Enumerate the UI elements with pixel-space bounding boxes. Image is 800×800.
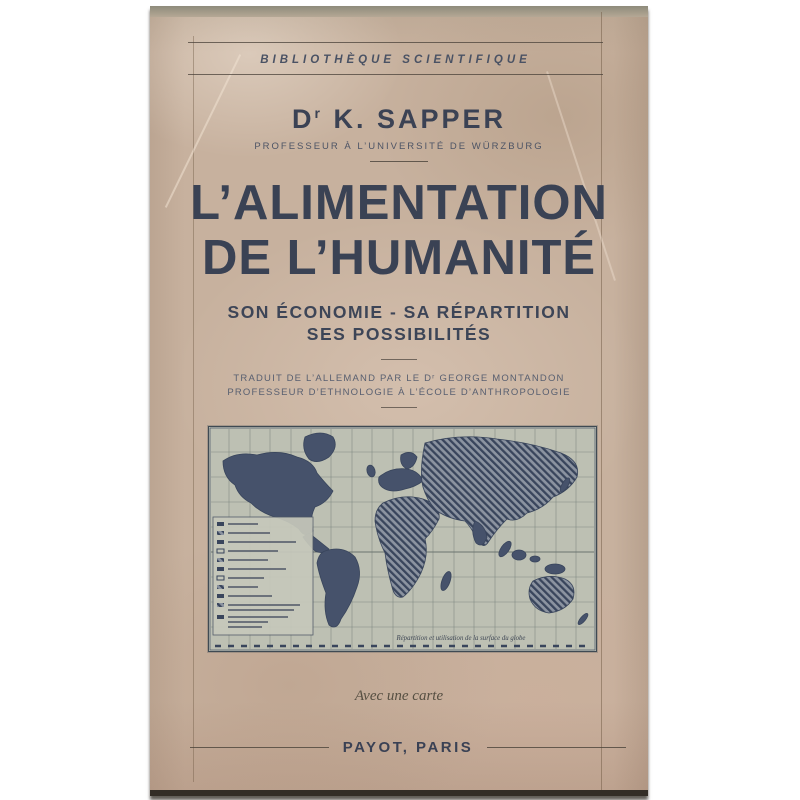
series-title: BIBLIOTHÈQUE SCIENTIFIQUE (260, 54, 531, 66)
world-map (208, 426, 597, 652)
author-prefix-sup: r (314, 105, 323, 121)
subtitle-line-1: SON ÉCONOMIE - SA RÉPARTITION (227, 302, 571, 322)
author-name (150, 104, 648, 135)
book-bottom-edge (150, 790, 648, 796)
author-prefix: D (291, 104, 315, 134)
title-line-2: DE L’HUMANITÉ (201, 231, 597, 285)
map-caption: Répartition et utilisation de la surface du globe (396, 635, 526, 642)
translation-line-1: TRADUIT DE L’ALLEMAND PAR LE Dʳ GEORGE MONTANDON (233, 373, 565, 384)
map-celebes (530, 556, 540, 562)
map-new-guinea (545, 564, 565, 574)
author-divider (370, 161, 428, 162)
book-jacket (150, 6, 648, 796)
book-top-edge (150, 6, 648, 17)
publisher-name: PAYOT, PARIS (342, 739, 474, 756)
author-affiliation: PROFESSEUR À L’UNIVERSITÉ DE WÜRZBURG (254, 141, 544, 152)
publisher-row (190, 739, 626, 756)
series-banner (188, 42, 603, 75)
translation-credit (150, 372, 648, 400)
translation-line-2: PROFESSEUR D’ETHNOLOGIE À L’ÉCOLE D’ANTHROPOLOGIE (227, 387, 571, 398)
map-legend (213, 517, 313, 635)
author-block (150, 104, 648, 162)
divider (381, 407, 417, 408)
world-map-figure (209, 427, 596, 651)
divider (381, 359, 417, 360)
subtitle-line-2: SES POSSIBILITÉS (306, 324, 492, 344)
map-borneo (512, 550, 526, 560)
author-surname: K. SAPPER (333, 104, 506, 134)
edition-note: Avec une carte (354, 688, 444, 704)
book-title (150, 176, 648, 286)
publisher-rule-right (487, 747, 626, 748)
publisher-rule-left (190, 747, 329, 748)
title-line-1: L’ALIMENTATION (190, 176, 608, 230)
book-subtitle (150, 301, 648, 345)
